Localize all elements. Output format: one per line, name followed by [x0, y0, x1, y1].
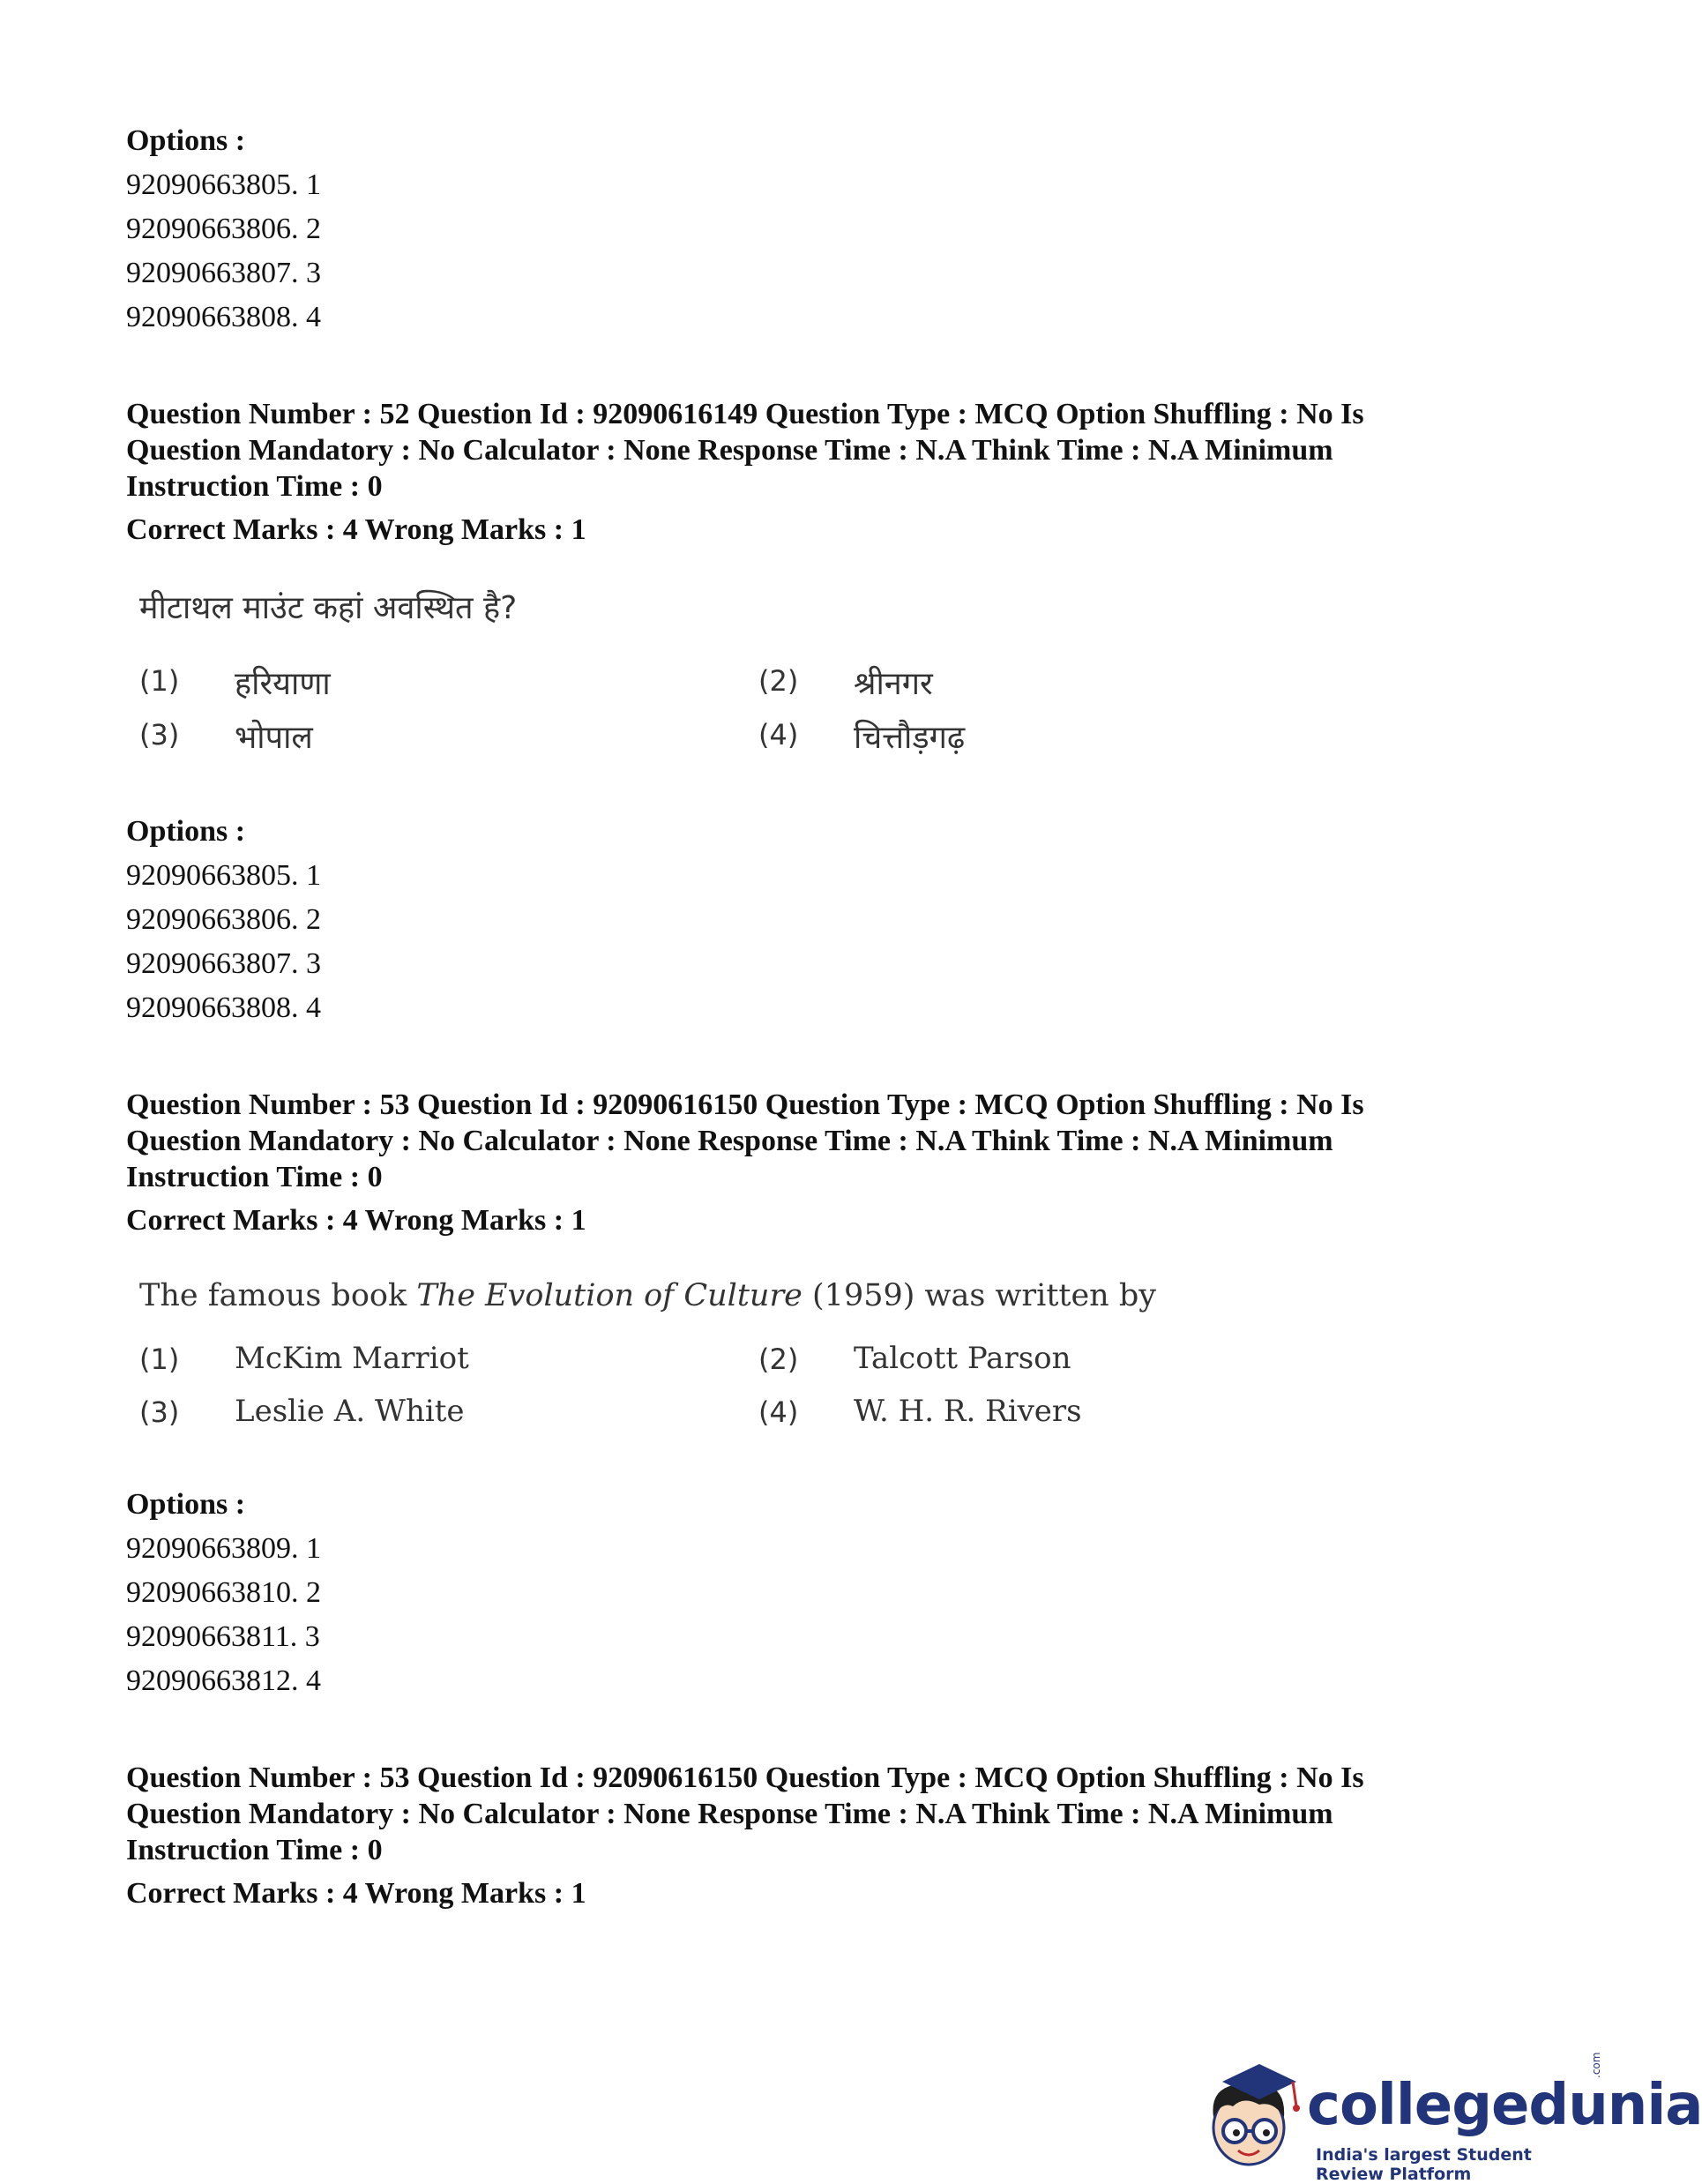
question-marks: Correct Marks : 4 Wrong Marks : 1 [126, 1204, 586, 1237]
question-53-body [139, 1274, 1198, 1432]
question-text-post: (1959) was written by [802, 1278, 1157, 1313]
book-title: The Evolution of Culture [416, 1278, 802, 1313]
options-label: Options : [126, 124, 246, 157]
options-block [126, 119, 1502, 340]
choice-text: Leslie A. White [235, 1394, 465, 1429]
option-id: 92090663808. 4 [126, 991, 321, 1024]
option-id: 92090663808. 4 [126, 301, 321, 333]
choice-text: चित्तौड़गढ़ [854, 720, 966, 756]
option-id: 92090663806. 2 [126, 213, 321, 245]
choice-number: (4) [758, 1395, 799, 1429]
options-block [126, 810, 1502, 1030]
choice-text: McKim Marriot [235, 1341, 469, 1376]
option-id: 92090663807. 3 [126, 257, 321, 289]
question-header: Question Number : 52 Question Id : 92090616149 Question Type : MCQ Option Shuffling : No Is Question Mandatory : No Calculator : None Response Time : N.A Think Time : N.A Minimum Instruction Time : 0 [126, 398, 1364, 503]
choice-text: Talcott Parson [854, 1341, 1071, 1376]
choice-number: (2) [758, 1343, 799, 1376]
question-text-pre: The famous book [139, 1278, 417, 1313]
logo-domain: .com [1590, 2052, 1602, 2078]
choice-number: (3) [139, 1395, 180, 1429]
logo-wordmark: collegedunia [1307, 2073, 1702, 2138]
question-marks: Correct Marks : 4 Wrong Marks : 1 [126, 1877, 586, 1910]
question-53-repeat-meta [126, 1760, 1502, 1911]
option-id: 92090663805. 1 [126, 859, 321, 892]
question-53-meta [126, 1087, 1502, 1238]
question-text: मीटाथल माउंट कहां अवस्थित है? [139, 590, 518, 626]
option-id: 92090663809. 1 [126, 1532, 321, 1565]
choice-number: (1) [139, 664, 180, 698]
question-marks: Correct Marks : 4 Wrong Marks : 1 [126, 513, 586, 546]
choice-text: W. H. R. Rivers [854, 1394, 1082, 1429]
choice-number: (4) [758, 718, 799, 752]
options-label: Options : [126, 815, 246, 848]
options-label: Options : [126, 1488, 246, 1521]
option-id: 92090663805. 1 [126, 168, 321, 201]
mascot-icon [1198, 2055, 1307, 2179]
choice-number: (2) [758, 664, 799, 698]
options-block [126, 1483, 1502, 1703]
choice-number: (1) [139, 1343, 180, 1376]
logo-tagline: India's largest Student Review Platform [1316, 2145, 1532, 2184]
option-id: 92090663811. 3 [126, 1620, 320, 1653]
choice-text: श्रीनगर [854, 666, 933, 702]
option-id: 92090663810. 2 [126, 1576, 321, 1609]
question-header: Question Number : 53 Question Id : 92090616150 Question Type : MCQ Option Shuffling : No Is Question Mandatory : No Calculator : None Response Time : N.A Think Time : N.A Minimum Instruction Time : 0 [126, 1088, 1364, 1193]
question-52-meta [126, 396, 1502, 548]
question-52-body [139, 587, 1198, 763]
choice-number: (3) [139, 718, 180, 752]
option-id: 92090663806. 2 [126, 903, 321, 936]
question-header: Question Number : 53 Question Id : 92090616150 Question Type : MCQ Option Shuffling : No Is Question Mandatory : No Calculator : None Response Time : N.A Think Time : N.A Minimum Instruction Time : 0 [126, 1761, 1364, 1866]
option-id: 92090663812. 4 [126, 1664, 321, 1697]
choice-text: हरियाणा [235, 666, 331, 702]
question-text [139, 1274, 1198, 1318]
choice-text: भोपाल [235, 720, 313, 756]
collegedunia-logo [1198, 2052, 1702, 2184]
option-id: 92090663807. 3 [126, 947, 321, 980]
